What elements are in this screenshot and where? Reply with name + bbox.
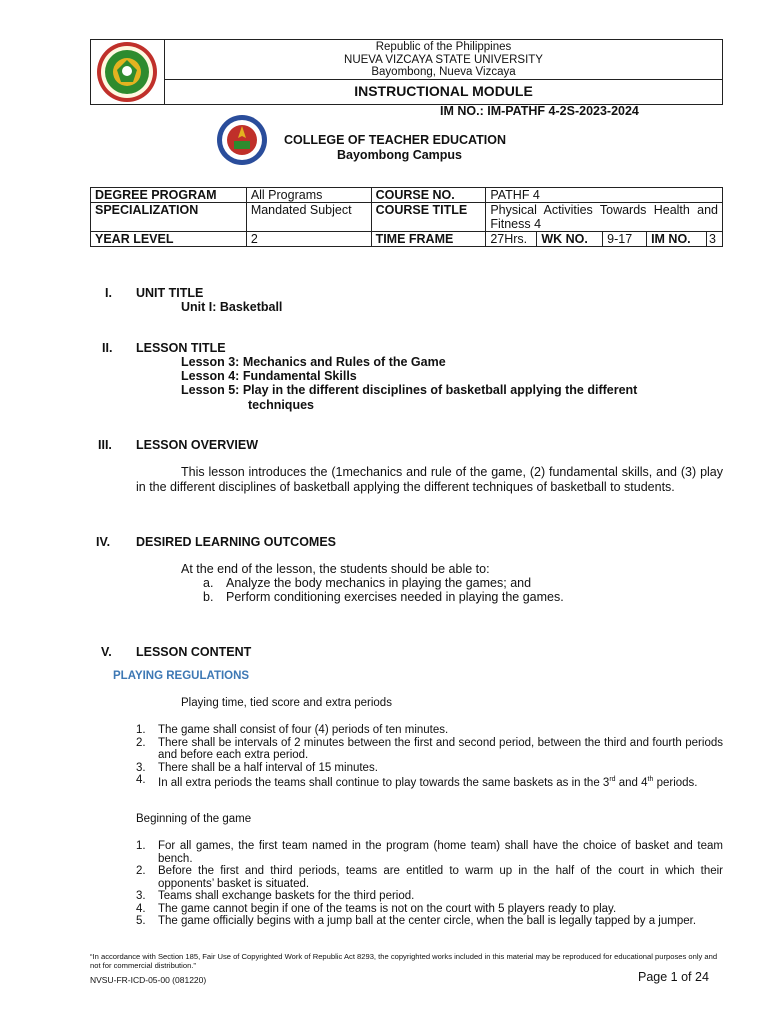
- section-number: III.: [98, 438, 112, 452]
- item-number: 3.: [136, 890, 146, 902]
- table-row: [91, 232, 723, 247]
- outcome-item: Analyze the body mechanics in playing the games; and: [226, 576, 532, 590]
- list-item: [136, 737, 723, 762]
- item-text: Before the first and third periods, teams are entitled to warm up in the half of the court in which their opponents’ basket is situated.: [158, 865, 723, 890]
- section-heading: LESSON TITLE: [136, 341, 226, 355]
- course-title-label: COURSE TITLE: [371, 203, 486, 232]
- lesson-title-cont: techniques: [248, 398, 314, 412]
- section-heading: DESIRED LEARNING OUTCOMES: [136, 535, 337, 549]
- item-text: The game shall consist of four (4) periods of ten minutes.: [158, 724, 449, 736]
- playing-time-list: [136, 724, 723, 789]
- section-heading: UNIT TITLE: [136, 286, 204, 300]
- list-heading: Beginning of the game: [136, 813, 252, 825]
- university-location: Bayombong, Nueva Vizcaya: [371, 66, 516, 78]
- section-number: I.: [105, 286, 112, 300]
- year-level-value: 2: [246, 232, 371, 247]
- module-title: INSTRUCTIONAL MODULE: [354, 83, 533, 99]
- list-item: [136, 774, 723, 789]
- specialization-label: SPECIALIZATION: [91, 203, 247, 232]
- campus-name: Bayombong Campus: [337, 148, 463, 162]
- beginning-of-game-list: [136, 840, 723, 928]
- wk-no-label: WK NO.: [537, 232, 603, 247]
- outcome-item: Perform conditioning exercises needed in playing the games.: [226, 590, 564, 604]
- list-item: [136, 724, 723, 737]
- degree-program-label: DEGREE PROGRAM: [91, 188, 247, 203]
- table-row: [91, 188, 723, 203]
- copyright-notice: “In accordance with Section 185, Fair Use of Copyrighted Work of Republic Act 8293, the copyrighted works included in this material may be reproduced for educational purposes only and not for commercial distribution.”: [90, 952, 718, 970]
- outcomes-intro: At the end of the lesson, the students should be able to:: [181, 562, 490, 576]
- nvsu-seal-icon: [95, 40, 159, 104]
- time-frame-value: 27Hrs.: [486, 232, 537, 247]
- list-item: [136, 903, 723, 916]
- im-no-label: IM NO.: [647, 232, 707, 247]
- outcome-marker: a.: [203, 576, 214, 590]
- superscript: rd: [609, 776, 616, 783]
- item-number: 2.: [136, 736, 146, 749]
- course-no-value: PATHF 4: [486, 188, 723, 203]
- list-item: [136, 915, 723, 928]
- section-heading: LESSON CONTENT: [136, 645, 252, 659]
- item-text: There shall be a half interval of 15 minutes.: [158, 761, 378, 774]
- item-text: and 4: [615, 776, 648, 789]
- table-row: [91, 203, 723, 232]
- list-item: [136, 840, 723, 865]
- cte-seal-icon: [216, 114, 268, 166]
- list-item: [136, 865, 723, 890]
- list-item: [136, 762, 723, 775]
- list-item: [136, 890, 723, 903]
- im-number: IM NO.: IM-PATHF 4-2S-2023-2024: [440, 104, 639, 118]
- time-frame-label: TIME FRAME: [371, 232, 486, 247]
- section-number: IV.: [96, 535, 111, 549]
- course-title-value: Physical Activities Towards Health and Fitness 4: [486, 203, 723, 232]
- list-heading: Playing time, tied score and extra periods: [181, 697, 392, 709]
- outcome-marker: b.: [203, 590, 214, 604]
- item-text: For all games, the first team named in the program (home team) shall have the choice of basket and team bench.: [158, 840, 723, 865]
- item-number: 1.: [136, 840, 146, 852]
- course-info-table: [90, 187, 723, 247]
- section-heading: LESSON OVERVIEW: [136, 438, 259, 452]
- lesson-title: Lesson 5: Play in the different disciplines of basketball applying the different: [181, 383, 638, 397]
- item-text: Teams shall exchange baskets for the third period.: [158, 890, 415, 902]
- superscript: th: [647, 776, 654, 783]
- item-text: The game cannot begin if one of the teams is not on the court with 5 players ready to play.: [158, 902, 617, 915]
- subsection-heading: PLAYING REGULATIONS: [113, 670, 250, 682]
- section-number: II.: [102, 341, 113, 355]
- item-number: 1.: [136, 724, 146, 736]
- republic-line: Republic of the Philippines: [375, 41, 512, 53]
- item-text: There shall be intervals of 2 minutes between the first and second period, between the third and fourth periods and before each extra period.: [158, 736, 723, 761]
- item-number: 4.: [136, 774, 146, 786]
- lesson-title: Lesson 4: Fundamental Skills: [181, 369, 357, 383]
- item-number: 5.: [136, 915, 146, 927]
- specialization-value: Mandated Subject: [246, 203, 371, 232]
- section-number: V.: [101, 645, 112, 659]
- page-number: Page 1 of 24: [638, 970, 709, 984]
- item-number: 3.: [136, 761, 146, 774]
- im-no-value: 3: [706, 232, 722, 247]
- item-text: periods.: [653, 776, 698, 789]
- year-level-label: YEAR LEVEL: [91, 232, 247, 247]
- item-number: 2.: [136, 865, 146, 877]
- course-no-label: COURSE NO.: [371, 188, 486, 203]
- header-text: [165, 40, 722, 80]
- lesson-title: Lesson 3: Mechanics and Rules of the Game: [181, 355, 446, 369]
- unit-title: Unit I: Basketball: [181, 300, 283, 314]
- form-code: NVSU-FR-ICD-05-00 (081220): [90, 975, 207, 985]
- college-name: COLLEGE OF TEACHER EDUCATION: [284, 133, 506, 147]
- degree-program-value: All Programs: [246, 188, 371, 203]
- overview-paragraph: This lesson introduces the (1mechanics and rule of the game, (2) fundamental skills, and (3) play in the different disciplines of basketball applying the different techniques of basketball to students.: [136, 465, 723, 494]
- wk-no-value: 9-17: [603, 232, 647, 247]
- header-box: [90, 39, 723, 105]
- item-number: 4.: [136, 902, 146, 915]
- item-text: The game officially begins with a jump ball at the center circle, when the ball is legally tapped by a jumper.: [158, 915, 697, 927]
- university-name: NUEVA VIZCAYA STATE UNIVERSITY: [344, 53, 543, 66]
- item-text: In all extra periods the teams shall continue to play towards the same baskets as in the 3: [158, 776, 610, 789]
- university-logo-cell: [91, 40, 165, 104]
